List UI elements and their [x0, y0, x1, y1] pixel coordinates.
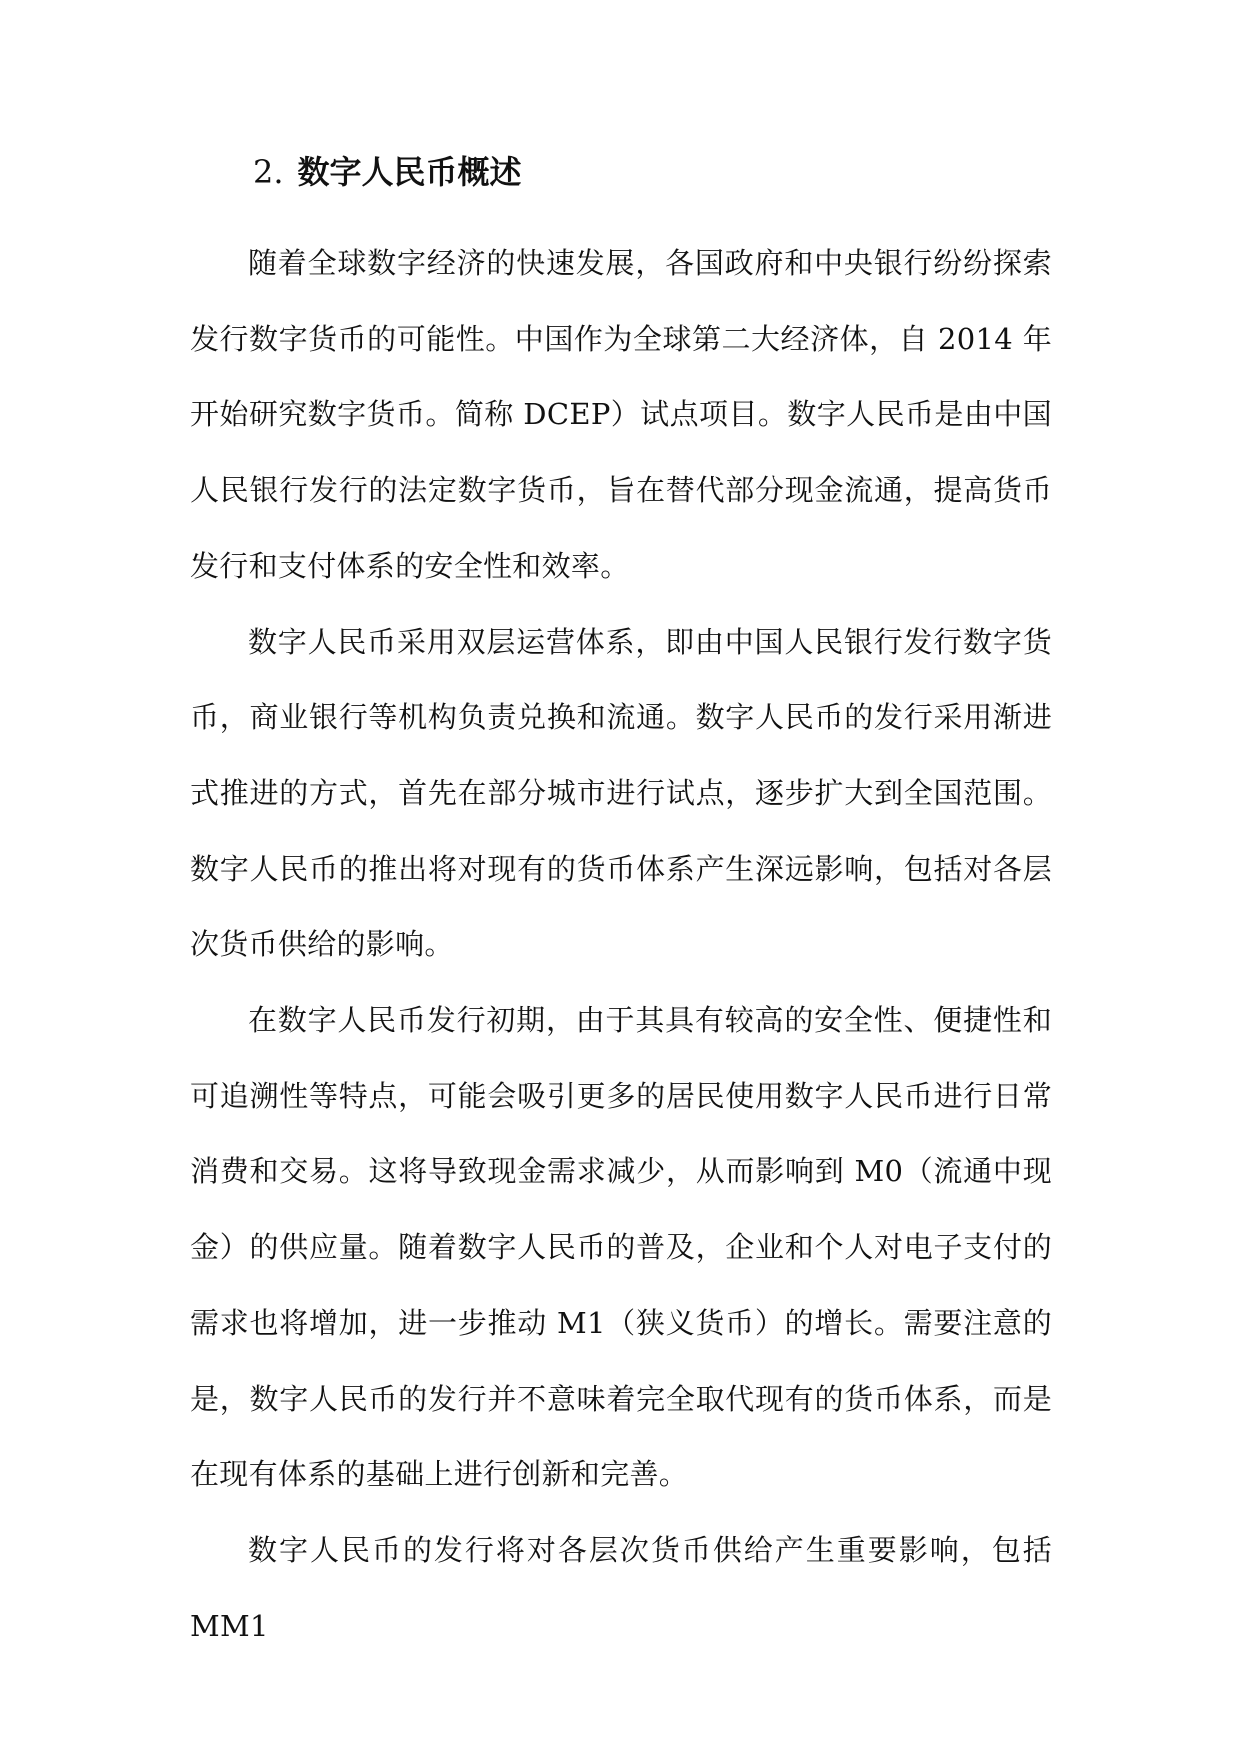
paragraph-2: 数字人民币采用双层运营体系，即由中国人民银行发行数字货币，商业银行等机构负责兑换和流通。数字人民币的发行采用渐进式推进的方式，首先在部分城市进行试点，逐步扩大到全国范围。数字人民币的推出将对现有的货币体系产生深远影响，包括对各层次货币供给的影响。 [190, 624, 1052, 962]
paragraph-1: 随着全球数字经济的快速发展，各国政府和中央银行纷纷探索发行数字货币的可能性。中国作为全球第二大经济体，自 2014 年开始研究数字货币。简称 DCEP）试点项目。数字人民币是由中国人民银行发行的法定数字货币，旨在替代部分现金流通，提高货币发行和支付体系的安全性和效率。 [190, 246, 1052, 583]
section-title: 数字人民币概述 [297, 153, 522, 191]
paragraph-4: 数字人民币的发行将对各层次货币供给产生重要影响，包括 MM1 [190, 1532, 1052, 1643]
section-number: 2. [253, 153, 284, 191]
body-text [190, 226, 1052, 1664]
paragraph-3: 在数字人民币发行初期，由于其具有较高的安全性、便捷性和可追溯性等特点，可能会吸引更多的居民使用数字人民币进行日常消费和交易。这将导致现金需求减少，从而影响到 M0（流通中现金）的供应量。随着数字人民币的普及，企业和个人对电子支付的需求也将增加，进一步推动 M1（狭义货币）的增长。需要注意的是，数字人民币的发行并不意味着完全取代现有的货币体系，而是在现有体系的基础上进行创新和完善。 [190, 1003, 1052, 1492]
section-heading [253, 148, 522, 196]
